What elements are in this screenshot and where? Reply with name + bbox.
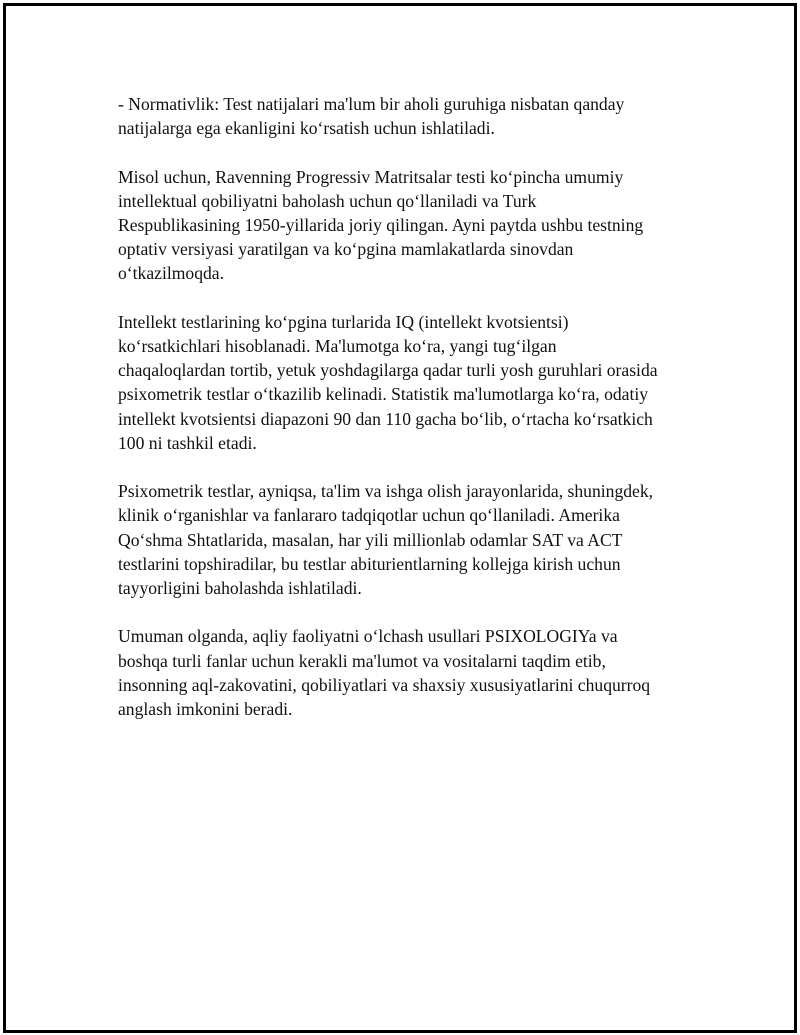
paragraph-raven-test xyxy=(118,165,698,286)
text-line: Psixometrik testlar, ayniqsa, ta'lim va ishga olish jarayonlarida, shuningdek, xyxy=(118,481,654,502)
text-line: - Normativlik: Test natijalari ma'lum bir aholi guruhiga nisbatan qanday xyxy=(118,94,625,114)
text-line: chaqaloqlardan tortib, yetuk yoshdagilarga qadar turli yosh guruhlari orasida xyxy=(118,360,658,381)
paragraph-iq xyxy=(118,310,698,455)
text-line: oʻtkazilmoqda. xyxy=(118,263,225,284)
text-line: testlarini topshiradilar, bu testlar abiturientlarning kollejga kirish uchun xyxy=(118,553,621,574)
text-line: Respublikasining 1950-yillarida joriy qilingan. Ayni paytda ushbu testning xyxy=(118,215,644,235)
text-line: tayyorligini baholashda ishlatiladi. xyxy=(118,578,362,599)
text-line: psixometrik testlar oʻtkazilib kelinadi. Statistik ma'lumotlarga koʻra, odatiy xyxy=(118,384,649,405)
text-line: Intellekt testlarining koʻpgina turlarida IQ (intellekt kvotsientsi) xyxy=(118,311,569,332)
text-line: boshqa turli fanlar uchun kerakli ma'lumot va vositalarni taqdim etib, xyxy=(118,650,606,671)
text-line: intellekt kvotsientsi diapazoni 90 dan 110 gacha boʻlib, oʻrtacha koʻrsatkich xyxy=(118,408,653,429)
text-line: Misol uchun, Ravenning Progressiv Matritsalar testi koʻpincha umumiy xyxy=(118,166,624,187)
text-line: Qoʻshma Shtatlarida, masalan, har yili millionlab odamlar SAT va ACT xyxy=(118,529,623,550)
text-line: 100 ni tashkil etadi. xyxy=(118,432,257,453)
paragraph-psychometric-tests xyxy=(118,479,698,600)
paragraph-normativlik xyxy=(118,92,698,140)
text-line: koʻrsatkichlari hisoblanadi. Ma'lumotga koʻra, yangi tugʻilgan xyxy=(118,336,557,356)
text-line: insonning aql-zakovatini, qobiliyatlari va shaxsiy xususiyatlarini chuqurroq xyxy=(118,674,651,695)
text-line: Umuman olganda, aqliy faoliyatni oʻlchash usullari PSIXOLOGIYa va xyxy=(118,626,618,647)
text-line: intellektual qobiliyatni baholash uchun qoʻllaniladi va Turk xyxy=(118,190,537,211)
text-line: klinik oʻrganishlar va fanlararo tadqiqotlar uchun qoʻllaniladi. Amerika xyxy=(118,505,620,526)
paragraph-conclusion xyxy=(118,624,698,721)
text-line: natijalarga ega ekanligini koʻrsatish uchun ishlatiladi. xyxy=(118,118,495,139)
text-line: optativ versiyasi yaratilgan va koʻpgina mamlakatlarda sinovdan xyxy=(118,239,574,260)
text-line: anglash imkonini beradi. xyxy=(118,699,293,720)
document-body xyxy=(118,92,698,745)
